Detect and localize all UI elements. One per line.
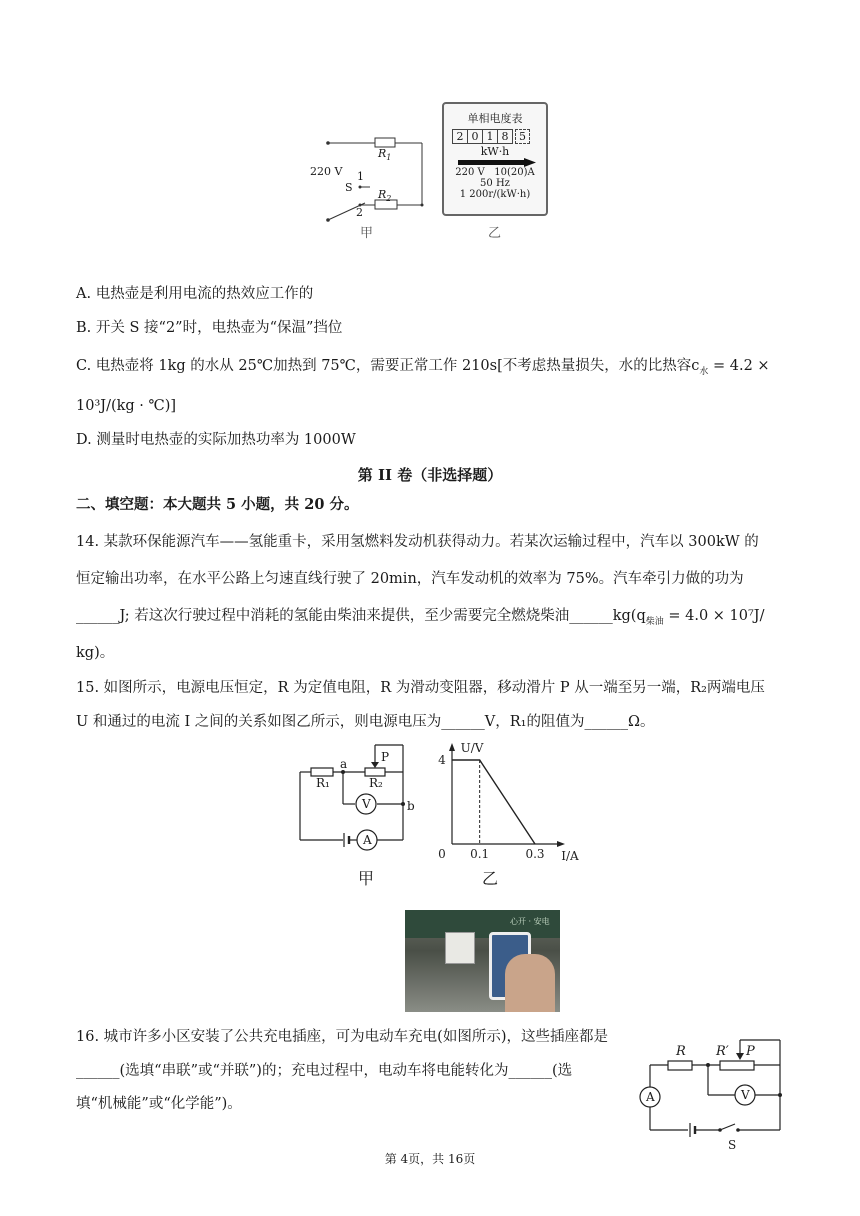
photo-hand — [505, 954, 555, 1012]
meter-digit-decimal: 5 — [515, 129, 530, 144]
q15-r2: R₂ — [369, 776, 383, 790]
meter-digits — [452, 129, 546, 144]
part2-header: 二、填空题：本大题共 5 小题，共 20 分。 — [76, 496, 359, 513]
fig13-switch: S — [345, 181, 353, 194]
q16-slider-p: P — [746, 1044, 755, 1059]
q16-rprime: R′ — [716, 1044, 729, 1059]
q16-switch-label: S — [728, 1138, 737, 1152]
q15-r1: R₁ — [316, 776, 330, 790]
x-tick-label: 0.1 — [470, 847, 490, 861]
photo-sign: 心开 · 安电 — [510, 917, 550, 926]
q16-r: R — [676, 1044, 686, 1059]
meter-digit: 0 — [468, 129, 483, 144]
fig13-caption-jia: 甲 — [360, 226, 374, 241]
charging-socket-photo — [405, 910, 560, 1012]
option-b: B. 开关 S 接“2”时，电热壶为“保温”挡位 — [76, 320, 343, 336]
y-axis-label: U/V — [460, 741, 484, 755]
option-a: A. 电热壶是利用电流的热效应工作的 — [76, 286, 314, 302]
meter-digit: 2 — [452, 129, 468, 144]
meter-spec-frequency: 50 Hz — [480, 178, 510, 189]
meter-digit: 8 — [498, 129, 513, 144]
fig13-caption-yi: 乙 — [488, 226, 502, 241]
x-axis-arrow-icon — [557, 841, 565, 847]
section-title: 第 II 卷（非选择题） — [357, 466, 503, 484]
y-tick-label: 4 — [438, 753, 446, 767]
option-c-line1: C. 电热壶将 1kg 的水从 25℃加热到 75℃，需要正常工作 210s[不考虑热量损失，水的比热容$c_水 = 4.2$ × — [76, 358, 770, 377]
fig13-voltage: 220 V — [310, 165, 343, 178]
fig13-r2: $R_2$ — [378, 188, 392, 204]
meter-digit: 1 — [483, 129, 498, 144]
q15-line2: U 和通过的电流 I 之间的关系如图乙所示，则电源电压为______V，R₁的阻值为______Ω。 — [76, 714, 655, 730]
q15-ammeter-label: A — [363, 833, 372, 847]
q15-circuit-jia — [295, 740, 415, 850]
q15-node-b: b — [407, 799, 415, 813]
electricity-meter — [442, 102, 548, 216]
q15-line1: 15. 如图所示，电源电压恒定，R 为定值电阻，R 为滑动变阻器，移动滑片 P 从一端至另一端，R₂两端电压 — [76, 680, 765, 696]
q15-caption-jia: 甲 — [358, 869, 375, 888]
q15-slider-p: P — [381, 750, 390, 764]
q15-ui-graph — [430, 738, 579, 863]
y-axis-arrow-icon — [449, 743, 455, 751]
option-c-line2: 10³J/(kg · ℃)] — [76, 398, 177, 414]
photo-socket — [445, 932, 475, 964]
option-d: D. 测量时电热壶的实际加热功率为 1000W — [76, 432, 356, 448]
q16-line2: ______(选填“串联”或“并联”)的；充电过程中，电动车将电能转化为______(选 — [76, 1063, 573, 1079]
fig13-pos1: 1 — [357, 170, 364, 183]
meter-unit: kW·h — [480, 145, 510, 158]
series-line — [452, 760, 535, 844]
meter-title: 单相电度表 — [467, 112, 523, 125]
q16-ammeter-label: A — [646, 1090, 655, 1104]
q15-node-a: a — [340, 757, 348, 771]
meter-spec-rating: 220 V 10(20)A — [455, 167, 535, 178]
q16-voltmeter-label: V — [741, 1088, 750, 1102]
meter-spec-constant: 1 200r/(kW·h) — [459, 189, 531, 200]
q16-circuit — [640, 1035, 785, 1155]
q14-line3: ______J; 若这次行驶过程中消耗的氢能由柴油来提供，至少需要完全燃烧柴油$\_\_\_\_\_\_kg(q_{柴油} = 4.0 \times 10^7J/$ — [76, 608, 765, 627]
q16-line3: 填“机械能”或“化学能”)。 — [76, 1096, 242, 1112]
x-tick-label: 0.3 — [525, 847, 545, 861]
q15-caption-yi: 乙 — [482, 869, 499, 888]
x-axis-label: I/A — [561, 849, 579, 863]
q14-line2: 恒定输出功率，在水平公路上匀速直线行驶了 20min，汽车发动机的效率为 75%。汽车牵引力做的功为 — [76, 571, 744, 587]
origin-label: 0 — [438, 847, 446, 861]
page-footer: 第 4页，共 16页 — [384, 1152, 476, 1166]
q15-voltmeter-label: V — [362, 797, 371, 811]
q14-line4: kg)。 — [76, 645, 115, 661]
fig13-pos2: 2 — [356, 206, 363, 219]
fig13-r1: $R_1$ — [378, 147, 392, 163]
q16-line1: 16. 城市许多小区安装了公共充电插座，可为电动车充电(如图所示)，这些插座都是 — [76, 1029, 608, 1045]
meter-arrow-icon — [444, 158, 546, 167]
q14-line1: 14. 某款环保能源汽车——氢能重卡，采用氢燃料发动机获得动力。若某次运输过程中，汽车以 300kW 的 — [76, 534, 759, 550]
